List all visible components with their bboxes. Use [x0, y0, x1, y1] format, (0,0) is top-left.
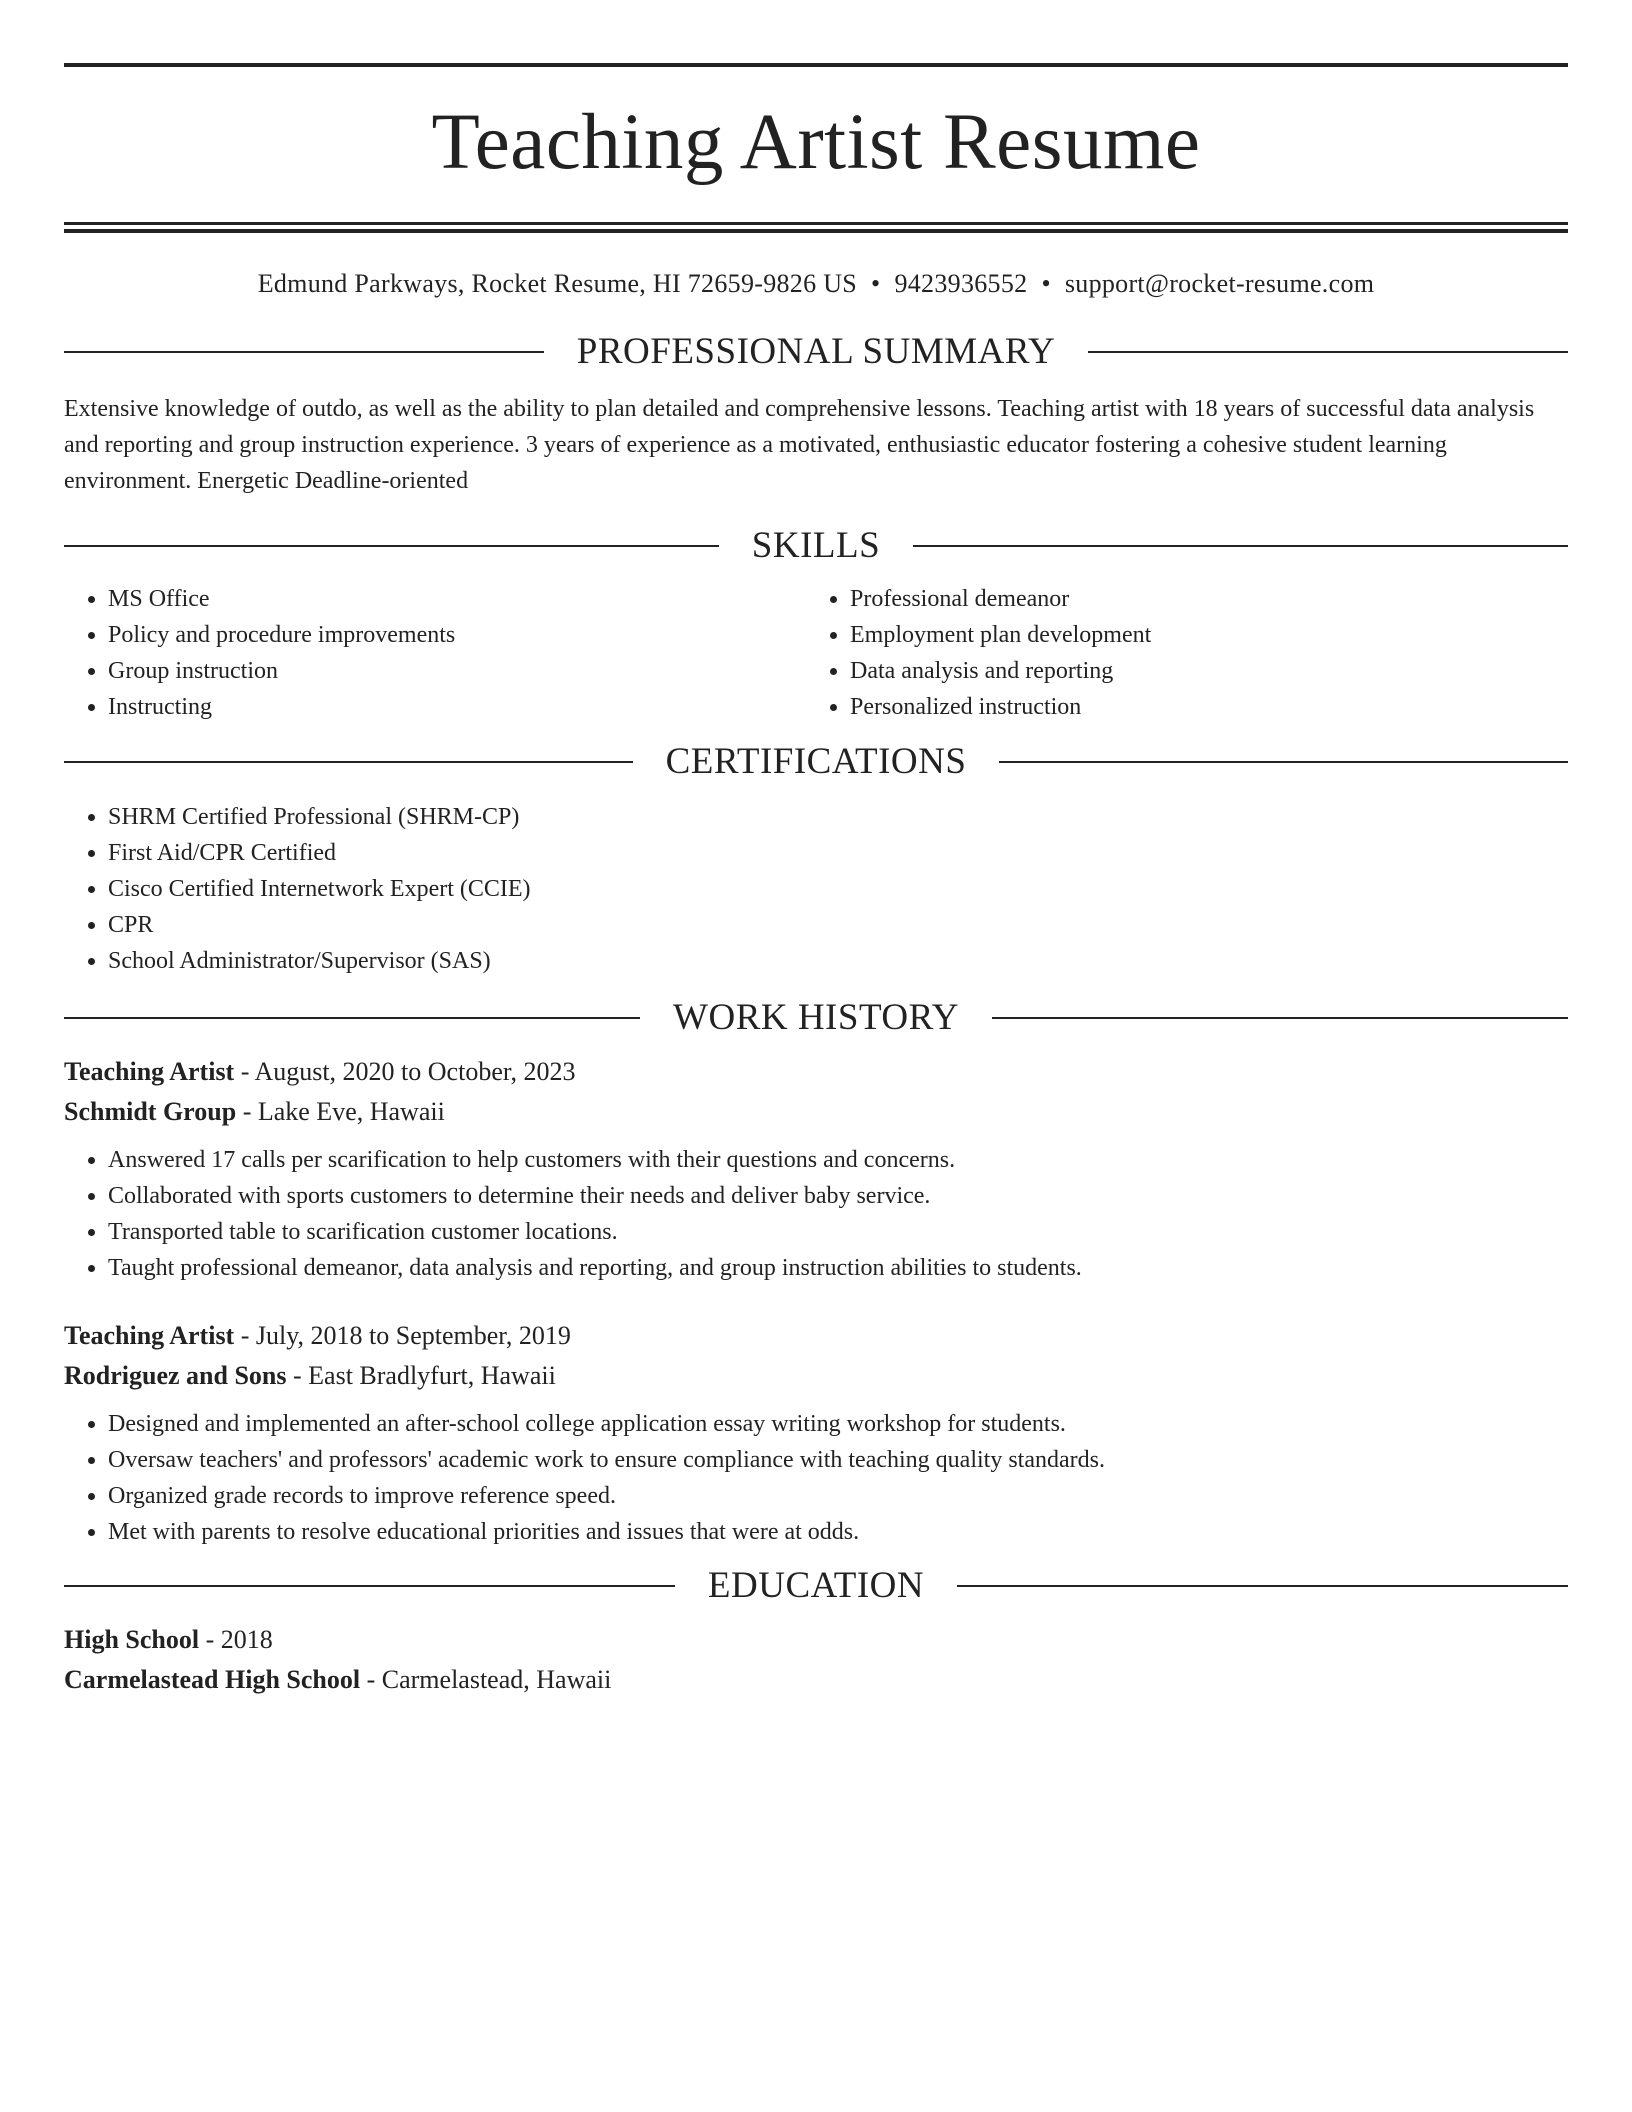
summary-heading-label: PROFESSIONAL SUMMARY — [576, 331, 1056, 372]
list-item: • Designed and implemented an after-school college application essay writing workshop for students. — [108, 1406, 1568, 1442]
contact-email: support@rocket-resume.com — [1064, 269, 1375, 298]
heading-rule-right — [1088, 351, 1568, 353]
heading-rule-left — [64, 761, 633, 763]
heading-rule-left — [64, 351, 544, 353]
skills-list-right — [806, 581, 1568, 725]
education-location: - Carmelastead, Hawaii — [360, 1665, 612, 1694]
job-location: - East Bradlyfurt, Hawaii — [286, 1361, 556, 1390]
heading-rule-right — [913, 545, 1568, 547]
heading-rule-right — [957, 1585, 1568, 1587]
job-dates: - August, 2020 to October, 2023 — [234, 1057, 576, 1086]
skills-list-left — [64, 581, 806, 725]
education-heading-label: EDUCATION — [707, 1565, 925, 1606]
list-item: • Collaborated with sports customers to determine their needs and deliver baby service. — [108, 1178, 1568, 1214]
job-company-line — [64, 1092, 1568, 1132]
education-entry — [64, 1620, 1568, 1700]
contact-address: Edmund Parkways, Rocket Resume, HI 72659-9826 US — [257, 269, 858, 298]
contact-separator: • — [1041, 269, 1051, 298]
list-item: • Data analysis and reporting — [850, 653, 1568, 689]
skills-heading-label: SKILLS — [751, 525, 881, 566]
work-heading-label: WORK HISTORY — [673, 997, 959, 1038]
education-degree: High School — [64, 1625, 200, 1654]
skills-column-right — [806, 581, 1568, 725]
list-item: • Professional demeanor — [850, 581, 1568, 617]
job-title: Teaching Artist — [64, 1057, 235, 1086]
summary-section-heading — [64, 328, 1568, 376]
certifications-heading-label: CERTIFICATIONS — [665, 741, 967, 782]
heading-rule-left — [64, 1585, 675, 1587]
resume-title: Teaching Artist Resume — [431, 99, 1201, 186]
certifications-section-heading — [64, 738, 1568, 786]
list-item: • Policy and procedure improvements — [108, 617, 806, 653]
list-item: • CPR — [108, 907, 1568, 943]
certifications-list — [64, 799, 1568, 979]
skills-grid — [64, 581, 1568, 725]
job-dates: - July, 2018 to September, 2019 — [234, 1321, 571, 1350]
heading-rule-right — [992, 1017, 1568, 1019]
list-item: • Transported table to scarification customer locations. — [108, 1214, 1568, 1250]
list-item: • Instructing — [108, 689, 806, 725]
top-rule — [64, 63, 1568, 67]
heading-rule-left — [64, 545, 719, 547]
job-company: Schmidt Group — [64, 1097, 237, 1126]
job-location: - Lake Eve, Hawaii — [236, 1097, 445, 1126]
education-section-heading — [64, 1562, 1568, 1610]
list-item: • MS Office — [108, 581, 806, 617]
list-item: • School Administrator/Supervisor (SAS) — [108, 943, 1568, 979]
job-company-line — [64, 1356, 1568, 1396]
job-title-line — [64, 1316, 1568, 1356]
title-double-rule — [64, 222, 1568, 233]
education-degree-line — [64, 1620, 1568, 1660]
list-item: • Organized grade records to improve reference speed. — [108, 1478, 1568, 1514]
skills-column-left — [64, 581, 806, 725]
job-title: Teaching Artist — [64, 1321, 235, 1350]
list-item: • Met with parents to resolve educational priorities and issues that were at odds. — [108, 1514, 1568, 1550]
contact-line — [64, 266, 1568, 302]
list-item: • Taught professional demeanor, data analysis and reporting, and group instruction abilities to students. — [108, 1250, 1568, 1286]
summary-text: Extensive knowledge of outdo, as well as the ability to plan detailed and comprehensive lessons. Teaching artist with 18 years of successful data analysis and reporting and group instruction experience. 3 years of experience as a motivated, enthusiastic educator fostering a cohesive student learning environment. Energetic Deadline-oriented — [64, 396, 1535, 494]
resume-page — [64, 0, 1568, 1700]
job-entry — [64, 1052, 1568, 1286]
list-item: • SHRM Certified Professional (SHRM-CP) — [108, 799, 1568, 835]
list-item: • Personalized instruction — [850, 689, 1568, 725]
job-company: Rodriguez and Sons — [64, 1361, 287, 1390]
job-bullets — [64, 1406, 1568, 1550]
list-item: • Cisco Certified Internetwork Expert (CCIE) — [108, 871, 1568, 907]
list-item: • Group instruction — [108, 653, 806, 689]
education-school-line — [64, 1660, 1568, 1700]
job-title-line — [64, 1052, 1568, 1092]
list-item: • Oversaw teachers' and professors' academic work to ensure compliance with teaching quality standards. — [108, 1442, 1568, 1478]
list-item: • First Aid/CPR Certified — [108, 835, 1568, 871]
heading-rule-right — [999, 761, 1568, 763]
list-item: • Employment plan development — [850, 617, 1568, 653]
heading-rule-left — [64, 1017, 640, 1019]
education-school: Carmelastead High School — [64, 1665, 361, 1694]
contact-phone: 9423936552 — [894, 269, 1028, 298]
list-item: • Answered 17 calls per scarification to help customers with their questions and concerns. — [108, 1142, 1568, 1178]
contact-separator: • — [871, 269, 881, 298]
job-bullets — [64, 1142, 1568, 1286]
skills-section-heading — [64, 522, 1568, 570]
job-entry — [64, 1316, 1568, 1550]
education-year: - 2018 — [199, 1625, 273, 1654]
work-section-heading — [64, 994, 1568, 1042]
